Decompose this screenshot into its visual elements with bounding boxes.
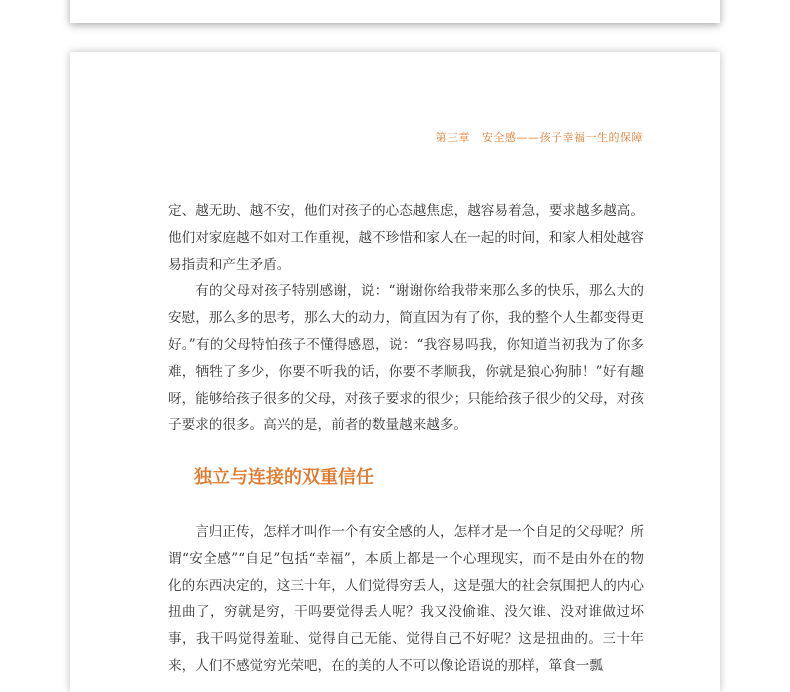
paragraph: 有的父母对孩子特别感谢，说：“谢谢你给我带来那么多的快乐，那么大的安慰，那么多的思考，那么大的动力，简直因为有了你，我的整个人生都变得更好。”有的父母特怕孩子不懂得感恩，说：“我容易吗我，你知道当初我为了你多难，牺牲了多少，你要不听我的话，你要不孝顺我，你就是狼心狗肺！”好有趣呀，能够给孩子很多的父母，对孩子要求的很少；只能给孩子很少的父母，对孩子要求的很多。高兴的是，前者的数量越来越多。 — [168, 283, 644, 434]
book-page — [70, 52, 720, 692]
body-text — [168, 198, 644, 439]
paragraph: 言归正传，怎样才叫作一个有安全感的人，怎样才是一个自足的父母呢？所谓“安全感”“自足”包括“幸福”，本质上都是一个心理现实，而不是由外在的物化的东西决定的，这三十年，人们觉得穷丢人，这是强大的社会氛围把人的内心扭曲了，穷就是穷，干吗要觉得丢人呢？我又没偷谁、没欠谁、没对谁做过坏事，我干吗觉得羞耻、觉得自己无能、觉得自己不好呢？这是扭曲的。三十年来，人们不感觉穷光荣吧，在的美的人不可以像论语说的那样，箪食一瓢 — [168, 524, 644, 674]
chapter-label: 第三章 — [435, 131, 470, 144]
running-header — [436, 129, 644, 145]
section-body-text — [168, 519, 644, 680]
previous-page-edge — [70, 0, 720, 23]
paragraph: 定、越无助、越不安，他们对孩子的心态越焦虑，越容易着急，要求越多越高。他们对家庭越不如对工作重视，越不珍惜和家人在一起的时间，和家人相处越容易指责和产生矛盾。 — [168, 203, 644, 273]
section-heading: 独立与连接的双重信任 — [194, 467, 374, 488]
chapter-title: 安全感——孩子幸福一生的保障 — [482, 131, 643, 144]
